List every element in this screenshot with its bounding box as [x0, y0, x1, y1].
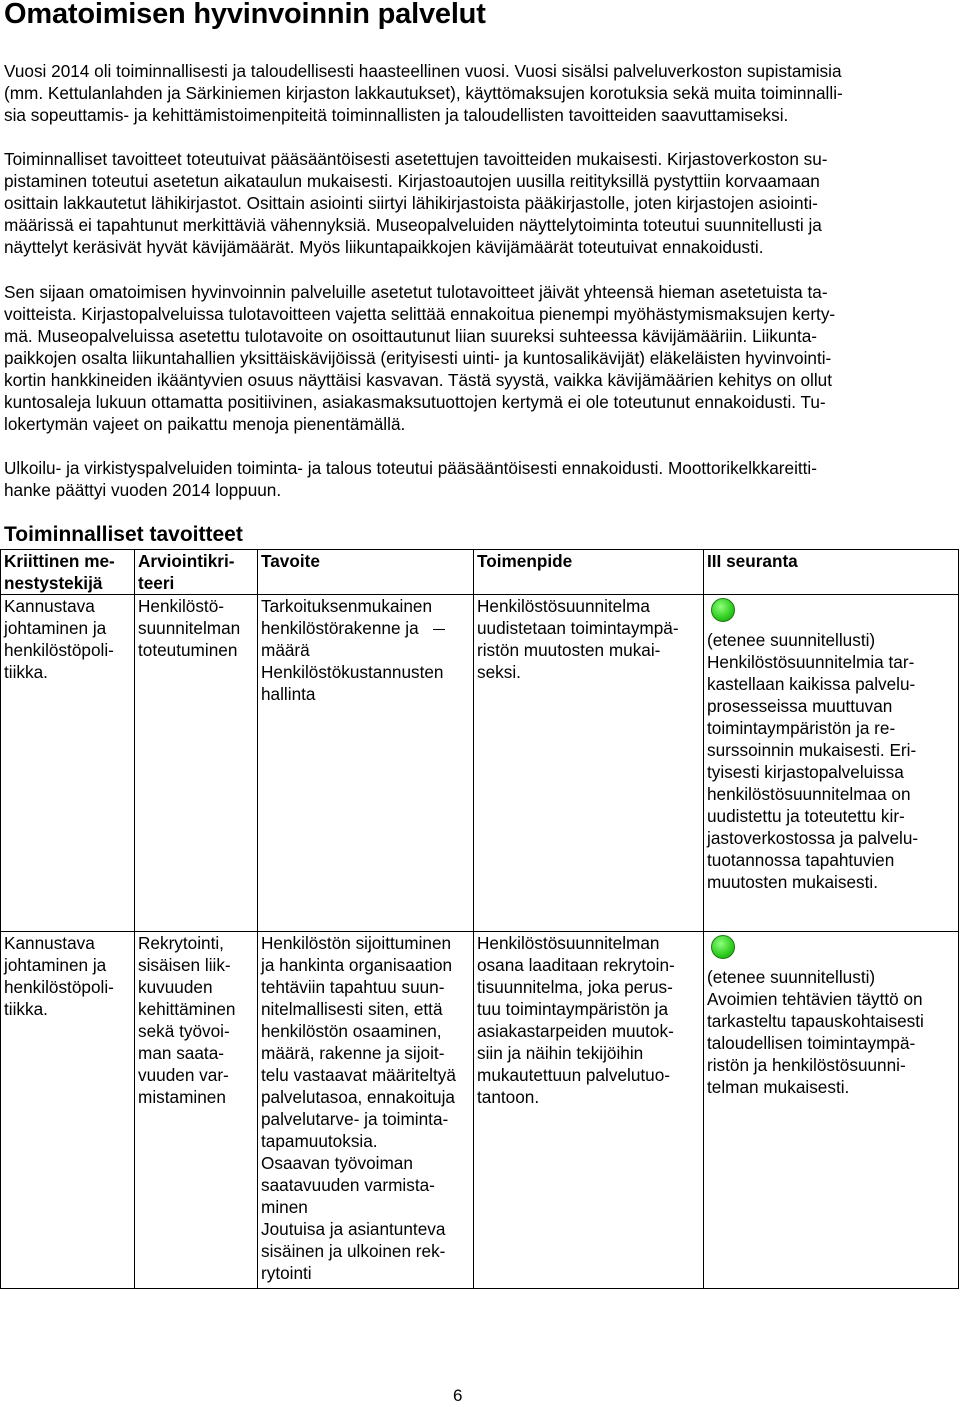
text-line: näyttelyt keräsivät hyvät kävijämäärät. Myös liikuntapaikkojen kävijämäärät toteutuivat ennakoidusti. [4, 237, 764, 257]
status-green-light-icon [711, 598, 735, 622]
table-row [1, 932, 959, 1289]
header-action: Toimenpide [474, 550, 704, 595]
paragraph-intro [4, 60, 950, 126]
text-line: paikkojen osalta liikuntahallien yksittäiskävijöissä (erityisesti uinti- ja kuntosalikävijät) eläkeläisten hyvinvointi- [4, 348, 832, 368]
header-goal: Tavoite [258, 550, 474, 595]
paragraph-income [4, 281, 950, 435]
text-line: Sen sijaan omatoimisen hyvinvoinnin palveluille asetetut tulotavoitteet jäivät yhteensä hieman asetetuista ta- [4, 282, 828, 302]
status-green-light-icon [711, 935, 735, 959]
text-line: Vuosi 2014 oli toiminnallisesti ja taloudellisesti haasteellinen vuosi. Vuosi sisälsi palveluverkoston supistamisia [4, 61, 842, 81]
paragraph-goals [4, 148, 950, 258]
cell-criterion: Rekrytointi, sisäisen liik- kuvuuden kehittäminen sekä työvoi- man saata- vuuden var- mistaminen [135, 932, 258, 1289]
text-line: kortin hankkineiden ikääntyvien osuus näyttäisi kasvavan. Tästä syystä, vaikka kävijämäärien kehitys on ollut [4, 370, 832, 390]
paragraph-outdoor [4, 457, 950, 501]
cell-followup: (etenee suunnitellusti) Avoimien tehtävien täyttö on tarkasteltu tapauskohtaisesti taloudellisen toimintaympä- ristön ja henkilöstösuunni- telman mukaisesti. [704, 932, 959, 1289]
text-line: osittain lakkautetut lähikirjastot. Osittain asiointi siirtyi lähikirjastoista pääkirjastolle, joten kirjastojen asiointi- [4, 193, 818, 213]
text-line: Ulkoilu- ja virkistyspalveluiden toiminta- ja talous toteutui pääsääntöisesti ennakoidusti. Moottorikelkkareitti- [4, 458, 817, 478]
page-title: Omatoimisen hyvinvoinnin palvelut [4, 0, 486, 30]
section-title: Toiminnalliset tavoitteet [4, 523, 243, 546]
cell-factor: Kannustava johtaminen ja henkilöstöpoli- tiikka. [1, 932, 135, 1289]
header-followup: III seuranta [704, 550, 959, 595]
table-header-row [1, 550, 959, 595]
text-line: määrissä ei tapahtunut merkittäviä vähennyksiä. Museopalveluiden näyttelytoiminta toteutui suunnitellusti ja [4, 215, 822, 235]
cell-goal: Henkilöstön sijoittuminen ja hankinta organisaation tehtäviin tapahtuu suun- nitelmallisesti siten, että henkilöstön osaaminen, määrä, rakenne ja sijoit- telu vastaavat määriteltyä palvelutasoa, ennakoituja palvelutarve- ja toiminta- tapamuutoksia. Osaavan työvoiman saatavuuden varmista- minen Joutuisa ja asiantunteva sisäinen ja ulkoinen rek- rytointi [258, 932, 474, 1289]
cell-goal: Tarkoituksenmukainen henkilöstörakenne ja määrä Henkilöstökustannusten hallinta [258, 595, 474, 932]
text-line: lokertymän vajeet on paikattu menoja pienentämällä. [4, 414, 406, 434]
text-line: pistaminen toteutui asetetun aikataulun mukaisesti. Kirjastoautojen uusilla reitityksillä pystyttiin korvaamaan [4, 171, 820, 191]
table-row [1, 595, 959, 932]
cell-action: Henkilöstösuunnitelman osana laaditaan rekrytoin- tisuunnitelma, joka perus- tuu toimintaympäristön ja asiakastarpeiden muutok- siin ja näihin tekijöihin mukautettuun palvelutuo- tantoon. [474, 932, 704, 1289]
cell-action: Henkilöstösuunnitelma uudistetaan toimintaympä- ristön muutosten mukai- seksi. [474, 595, 704, 932]
header-critical-factor: Kriittinen me- nestystekijä [1, 550, 135, 595]
text-line: hanke päättyi vuoden 2014 loppuun. [4, 480, 282, 500]
header-criterion: Arviointikri- teeri [135, 550, 258, 595]
text-line: voitteista. Kirjastopalveluissa tulotavoitteen vajetta selittää ennakoitua pienempi myöhästymismaksujen kerty- [4, 304, 836, 324]
cell-criterion: Henkilöstö- suunnitelman toteutuminen [135, 595, 258, 932]
text-line: sia sopeuttamis- ja kehittämistoimenpiteitä toiminnallisten ja taloudellisten tavoitteiden saavuttamiseksi. [4, 105, 789, 125]
text-line: kuntosaleja lukuun ottamatta positiivinen, asiakasmaksutuottojen kertymä ei ole toteutunut ennakoidusti. Tu- [4, 392, 826, 412]
dash-mark [433, 629, 445, 630]
cell-factor: Kannustava johtaminen ja henkilöstöpoli- tiikka. [1, 595, 135, 932]
goals-table [0, 549, 959, 1289]
text-line: mä. Museopalveluissa asetettu tulotavoite on osoittautunut liian suureksi suhteessa kävijämääriin. Liikunta- [4, 326, 818, 346]
text-line: Toiminnalliset tavoitteet toteutuivat pääsääntöisesti asetettujen tavoitteiden mukaisesti. Kirjastoverkoston su- [4, 149, 828, 169]
text-line: (mm. Kettulanlahden ja Särkiniemen kirjaston lakkautukset), käyttömaksujen korotuksia sekä muita toiminnalli- [4, 83, 843, 103]
page-number: 6 [453, 1386, 463, 1405]
cell-followup: (etenee suunnitellusti) Henkilöstösuunnitelmia tar- kastellaan kaikissa palvelu- prosesseissa muuttuvan toimintaympäristön ja re- surssoinnin mukaisesti. Eri- tyisesti kirjastopalveluissa henkilöstösuunnitelmaa on uudistettu ja toteutettu kir- jastoverkostossa ja palvelu- tuotannossa tapahtuvien muutosten mukaisesti. [704, 595, 959, 932]
